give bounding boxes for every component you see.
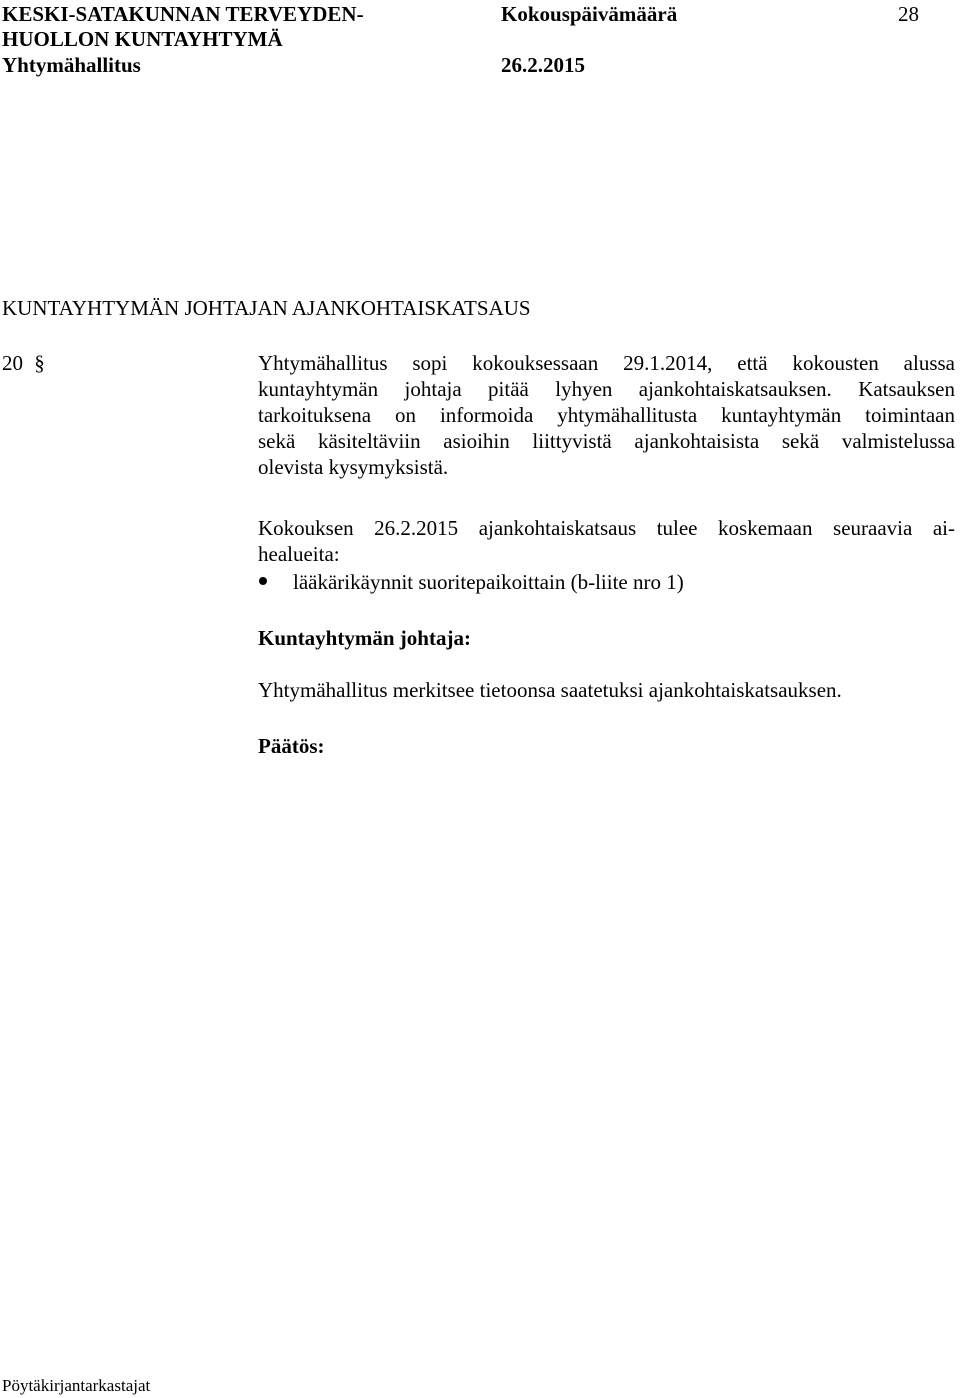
agenda-bullet-item: lääkärikäynnit suoritepaikoittain (b-liite nro 1): [293, 570, 684, 594]
meeting-body-name: Yhtymähallitus: [2, 53, 141, 77]
page-number: 28: [898, 2, 919, 26]
intro-line-5: olevista kysymyksistä.: [258, 455, 449, 479]
paragraph-number-value: 20: [2, 351, 23, 375]
organization-name-line1: KESKI-SATAKUNNAN TERVEYDEN-: [2, 2, 364, 26]
decision-label: Päätös:: [258, 734, 325, 758]
proposal-label: Kuntayhtymän johtaja:: [258, 626, 471, 650]
agenda-line-2: healueita:: [258, 542, 340, 566]
paragraph-number: [2, 350, 45, 376]
section-title: KUNTAYHTYMÄN JOHTAJAN AJANKOHTAISKATSAUS: [2, 296, 531, 320]
footer-signatories-label: Pöytäkirjantarkastajat: [2, 1376, 151, 1395]
intro-line-3: tarkoituksena on informoida yhtymähallitusta kuntayhtymän toimintaan: [258, 403, 955, 427]
meeting-date-value: 26.2.2015: [501, 53, 585, 77]
intro-line-1: Yhtymähallitus sopi kokouksessaan 29.1.2014, että kokousten alussa: [258, 351, 955, 375]
paragraph-symbol: §: [34, 351, 45, 375]
meeting-date-label: Kokouspäivämäärä: [501, 2, 678, 26]
organization-name-line2: HUOLLON KUNTAYHTYMÄ: [2, 27, 283, 51]
intro-line-2: kuntayhtymän johtaja pitää lyhyen ajankohtaiskatsauksen. Katsauksen: [258, 377, 955, 401]
proposal-text: Yhtymähallitus merkitsee tietoonsa saatetuksi ajankohtaiskatsauksen.: [258, 678, 842, 702]
intro-line-4: sekä käsiteltäviin asioihin liittyvistä ajankohtaisista sekä valmistelussa: [258, 429, 955, 453]
bullet-dot-icon: [259, 577, 267, 585]
agenda-line-1: Kokouksen 26.2.2015 ajankohtaiskatsaus tulee koskemaan seuraavia ai-: [258, 516, 955, 540]
